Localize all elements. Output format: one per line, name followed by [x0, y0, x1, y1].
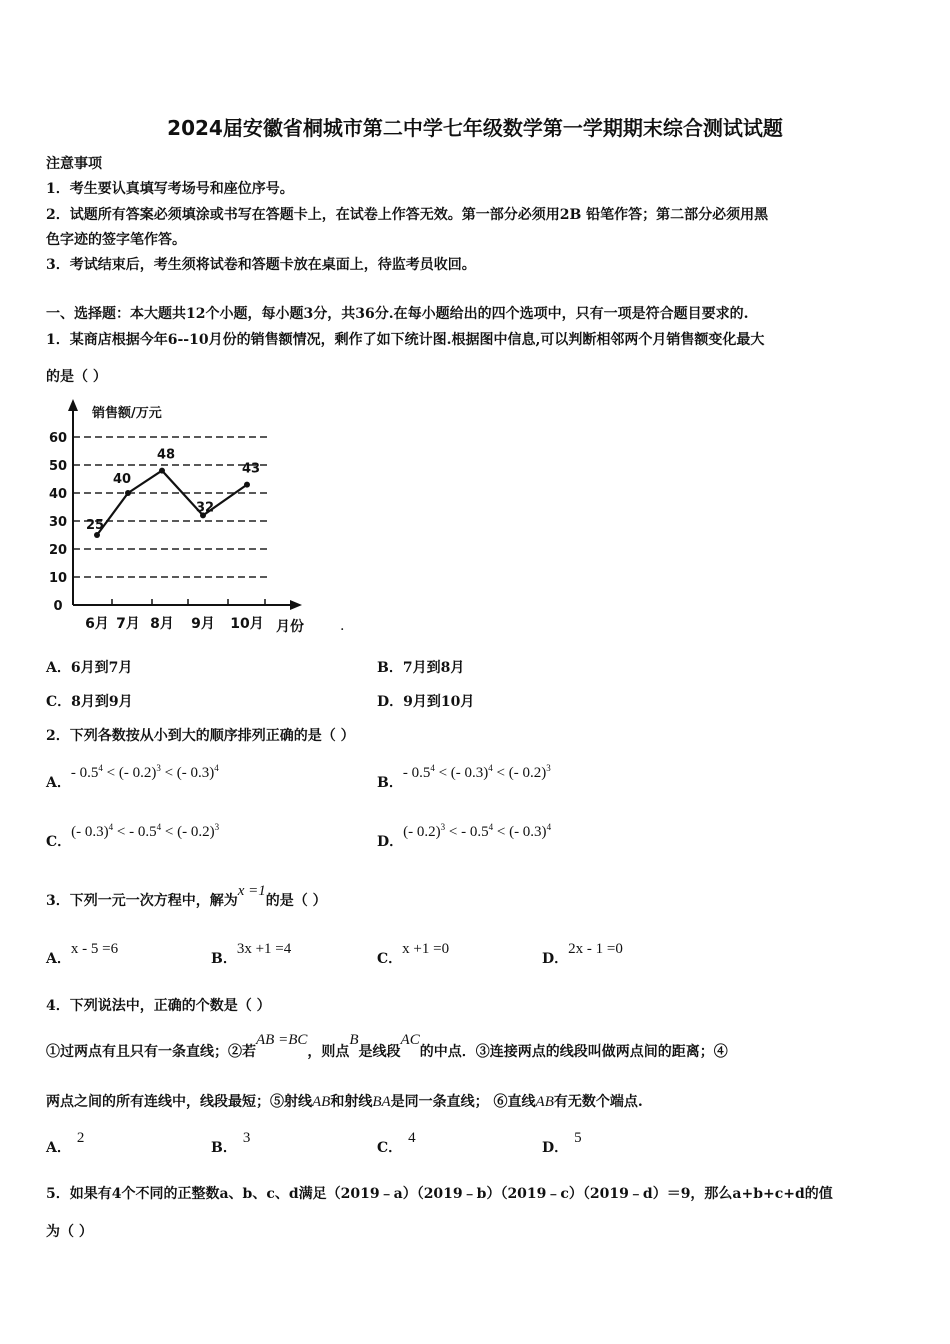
y-tick-label: 20	[48, 543, 68, 558]
q1-stem-cont: 的是（ ）	[46, 369, 107, 385]
y-tick-label: 30	[48, 515, 68, 530]
x-axis-arrow	[290, 600, 302, 610]
q3-option-b[interactable]	[211, 941, 292, 968]
sales-line-chart	[40, 395, 340, 640]
q4-value-a: 2	[76, 1130, 85, 1146]
y-tick-label: 0	[53, 599, 63, 614]
q4-text: 是线段	[358, 1044, 401, 1060]
x-axis-title: 月份	[276, 619, 304, 635]
notice-item: 1．考生要认真填写考场号和座位序号。	[46, 181, 294, 197]
q4-line-2	[46, 1091, 643, 1111]
q3-stem	[46, 883, 327, 910]
option-label: C．	[46, 834, 72, 850]
option-label: A．	[46, 951, 71, 967]
q1-stem: 1．某商店根据今年6--10月份的销售额情况，剩作了如下统计图.根据图中信息,可以判断相邻两个月销售额变化最大	[46, 332, 765, 348]
section-heading: 一、选择题：本大题共12个小题，每小题3分，共36分.在每小题给出的四个选项中，只有一项是符合题目要求的.	[46, 306, 749, 322]
data-label: 48	[156, 447, 176, 463]
option-label: A．	[46, 1140, 71, 1156]
q4-text: 有无数个端点.	[553, 1094, 643, 1110]
option-label: D．	[377, 834, 404, 850]
notice-heading: 注意事项	[46, 156, 102, 172]
data-label: 43	[241, 461, 261, 477]
q3-expr-a: x - 5 =6	[70, 941, 119, 957]
q1-option-d[interactable]: D．9月到10月	[377, 694, 475, 710]
data-point	[244, 482, 250, 488]
data-point	[125, 490, 131, 496]
q4-text: 和射线	[330, 1094, 373, 1110]
notice-item: 2．试题所有答案必须填涂或书写在答题卡上，在试卷上作答无效。第一部分必须用2B 铅笔作答；第二部分必须用黑	[46, 207, 769, 223]
option-label: D．	[542, 951, 569, 967]
q2-expr-b: - $0.5^4$ < (- 0.3)$^4$ < (- 0.2)$^3$	[402, 763, 551, 781]
q4-value-c: 4	[408, 1130, 416, 1146]
x-tick-label: 9月	[191, 616, 215, 632]
option-label: B．	[377, 775, 403, 791]
q5-stem: 5．如果有4个不同的正整数a、b、c、d满足（2019﹣a）（2019﹣b）（2019﹣c）（2019﹣d）＝9，那么a+b+c+d的值	[46, 1186, 833, 1202]
data-label: 32	[195, 500, 215, 516]
y-tick-label: 10	[48, 571, 68, 586]
q4-text: 的中点．③连接两点的线段叫做两点间的距离；④	[419, 1044, 728, 1060]
data-label: 25	[85, 518, 105, 533]
q4-math: AC	[400, 1032, 420, 1048]
option-label: B．	[211, 951, 237, 967]
q4-option-d[interactable]	[542, 1130, 582, 1157]
q4-math: AB	[312, 1094, 331, 1110]
y-axis-arrow	[68, 399, 78, 411]
q4-math: B	[349, 1032, 359, 1048]
stray-dot: .	[340, 618, 345, 634]
q4-option-c[interactable]	[377, 1130, 416, 1157]
q1-option-c[interactable]: C．8月到9月	[46, 694, 133, 710]
q3-expr-b: 3x +1 =4	[236, 941, 292, 957]
q3-stem-text-end: 的是（ ）	[265, 893, 327, 909]
notice-item: 色字迹的签字笔作答。	[46, 232, 186, 248]
q4-stem: 4．下列说法中，正确的个数是（ ）	[46, 998, 271, 1014]
y-tick-label: 60	[48, 431, 68, 446]
q2-option-a[interactable]	[46, 763, 219, 792]
q3-expr-c: x +1 =0	[402, 941, 450, 957]
q3-stem-text: 3．下列一元一次方程中，解为	[46, 893, 238, 909]
x-tick-label: 8月	[150, 616, 174, 632]
option-label: D．	[542, 1140, 569, 1156]
notice-item: 3．考试结束后，考生须将试卷和答题卡放在桌面上，待监考员收回。	[46, 257, 476, 273]
q4-math: AB	[535, 1094, 554, 1110]
y-tick-label: 50	[48, 459, 68, 474]
option-label: B．	[211, 1140, 237, 1156]
q4-math: BA	[372, 1094, 391, 1110]
q3-option-a[interactable]	[46, 941, 119, 968]
data-point	[159, 468, 165, 474]
q3-expr-d: 2x - 1 =0	[568, 941, 623, 957]
q3-stem-math: x =1	[237, 883, 266, 899]
y-tick-label: 40	[48, 487, 68, 502]
q4-text: ，则点	[307, 1044, 350, 1060]
q2-option-d[interactable]	[377, 822, 552, 851]
q2-expr-d: (- 0.2)$^3$ < - $0.5^4$ < (- 0.3)$^4$	[403, 822, 552, 840]
q2-option-b[interactable]	[377, 763, 551, 792]
q4-text: 两点之间的所有连线中，线段最短；⑤射线	[46, 1094, 312, 1110]
q4-line-1	[46, 1032, 728, 1061]
q4-math: AB =BC	[256, 1032, 308, 1048]
q4-text: ①过两点有且只有一条直线；②若	[46, 1044, 256, 1060]
q3-option-d[interactable]	[542, 941, 623, 968]
q2-stem: 2．下列各数按从小到大的顺序排列正确的是（ ）	[46, 728, 355, 744]
x-tick-label: 7月	[116, 616, 140, 632]
q4-value-b: 3	[242, 1130, 251, 1146]
option-label: C．	[377, 1140, 403, 1156]
x-tick-label: 6月	[85, 616, 109, 632]
data-label: 40	[112, 472, 132, 487]
q2-expr-c: (- 0.3)$^4$ < - $0.5^4$ < (- 0.2)$^3$	[71, 822, 220, 840]
option-label: A．	[46, 775, 71, 791]
q1-option-b[interactable]: B．7月到8月	[377, 660, 465, 676]
q2-option-c[interactable]	[46, 822, 220, 851]
q5-stem-cont: 为（ ）	[46, 1224, 93, 1240]
q4-option-b[interactable]	[211, 1130, 251, 1157]
q4-text: 是同一条直线； ⑥直线	[390, 1094, 536, 1110]
q4-option-a[interactable]	[46, 1130, 85, 1157]
y-axis-title: 销售额/万元	[92, 406, 162, 421]
x-tick-label: 10月	[230, 616, 264, 632]
q1-option-a[interactable]: A．6月到7月	[46, 660, 133, 676]
q2-expr-a: - $0.5^4$ < (- 0.2)$^3$ < (- 0.3)$^4$	[70, 763, 219, 781]
q4-value-d: 5	[574, 1130, 582, 1146]
option-label: C．	[377, 951, 403, 967]
q3-option-c[interactable]	[377, 941, 450, 968]
page-title: 2024届安徽省桐城市第二中学七年级数学第一学期期末综合测试试题	[167, 116, 783, 140]
